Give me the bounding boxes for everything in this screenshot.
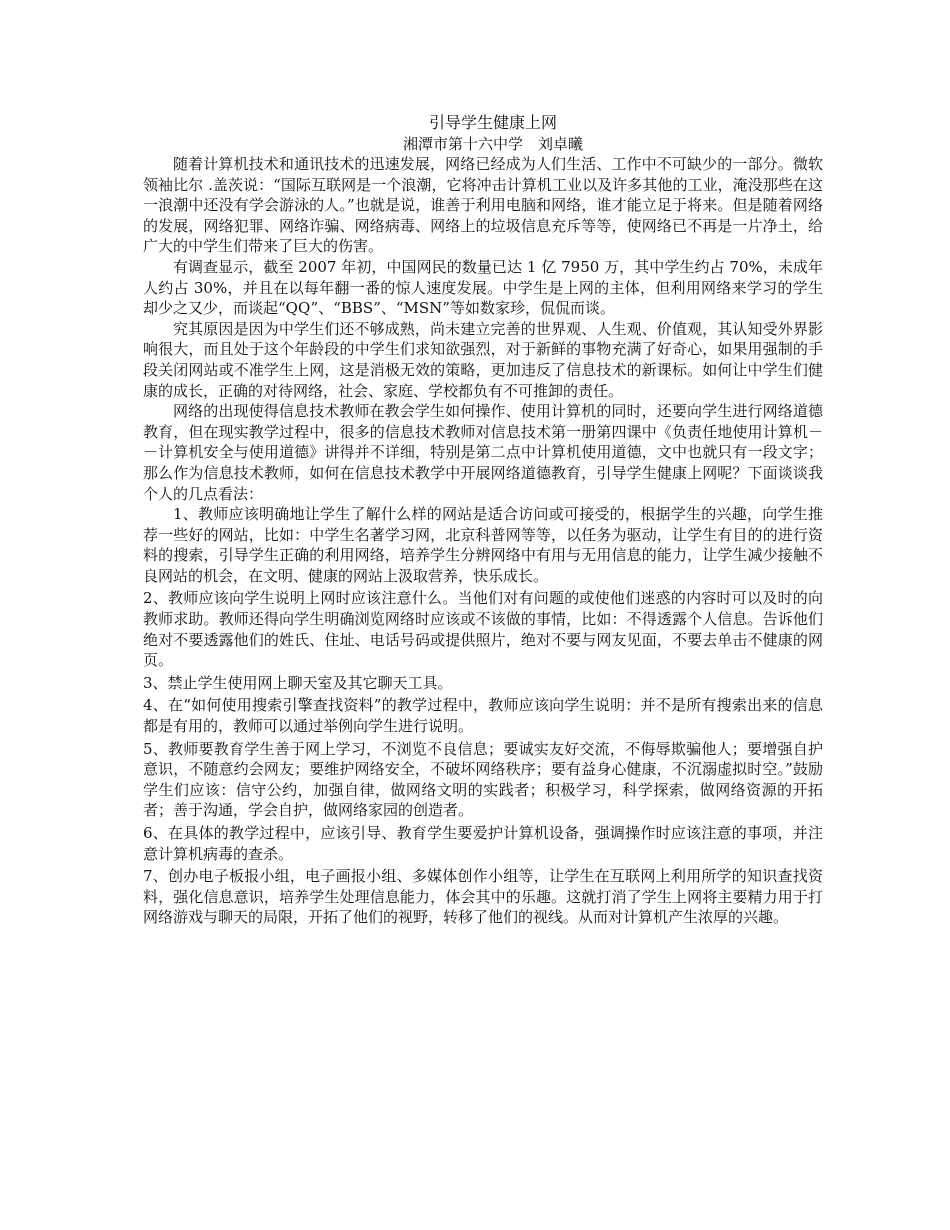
paragraph-teacher-role: 网络的出现使得信息技术教师在教会学生如何操作、使用计算机的同时，还要向学生进行网络道德教育，但在现实教学过程中，很多的信息技术教师对信息技术第一册第四课中《负责任地使用计算机－－计算机安全与使用道德》讲得并不详细，特别是第二点中计算机使用道德，文中也就只有一段文字；那么作为信息技术教师，如何在信息技术教学中开展网络道德教育，引导学生健康上网呢？下面谈谈我个人的几点看法： xyxy=(143,402,823,503)
list-item-2: 2、教师应该向学生说明上网时应该注意什么。当他们对有问题的或使他们迷惑的内容时可以及时的向教师求助。教师还得向学生明确浏览网络时应该或不该做的事情，比如：不得透露个人信息。告诉他们绝对不要透露他们的姓氏、住址、电话号码或提供照片，绝对不要与网友见面，不要去单击不健康的网页。 xyxy=(143,589,823,670)
list-item-6: 6、在具体的教学过程中，应该引导、教育学生要爱护计算机设备，强调操作时应该注意的事项，并注意计算机病毒的查杀。 xyxy=(143,824,823,863)
list-item-7: 7、创办电子板报小组，电子画报小组、多媒体创作小组等，让学生在互联网上利用所学的知识查找资料，强化信息意识，培养学生处理信息能力，体会其中的乐趣。这就打消了学生上网将主要精力用于打网络游戏与聊天的局限，开拓了他们的视野，转移了他们的视线。从而对计算机产生浓厚的兴趣。 xyxy=(143,867,823,927)
paragraph-intro: 随着计算机技术和通讯技术的迅速发展，网络已经成为人们生活、工作中不可缺少的一部分。微软领袖比尔 .盖茨说：“国际互联网是一个浪潮，它将冲击计算机工业以及许多其他的工业，淹没那些在这一浪潮中还没有学会游泳的人。”也就是说，谁善于利用电脑和网络，谁才能立足于将来。但是随着网络的发展，网络犯罪、网络诈骗、网络病毒、网络上的垃圾信息充斥等等，使网络已不再是一片净土，给广大的中学生们带来了巨大的伤害。 xyxy=(143,155,823,256)
list-item-3: 3、禁止学生使用网上聊天室及其它聊天工具。 xyxy=(143,673,453,692)
list-item-1: 1、教师应该明确地让学生了解什么样的网站是适合访问或可接受的，根据学生的兴趣，向学生推荐一些好的网站，比如：中学生名著学习网，北京科普网等等，以任务为驱动，让学生有目的的进行资料的搜索，引导学生正确的利用网络，培养学生分辨网络中有用与无用信息的能力，让学生减少接触不良网站的机会，在文明、健康的网站上汲取营养，快乐成长。 xyxy=(143,505,823,585)
author-line: 湘潭市第十六中学 刘卓曦 xyxy=(402,135,583,153)
document-title: 引导学生健康上网 xyxy=(428,113,557,132)
list-item-4: 4、在“如何使用搜索引擎查找资料”的教学过程中，教师应该向学生说明：并不是所有搜索出来的信息都是有用的，教师可以通过举例向学生进行说明。 xyxy=(143,696,823,736)
paragraph-cause: 究其原因是因为中学生们还不够成熟，尚未建立完善的世界观、人生观、价值观，其认知受外界影响很大，而且处于这个年龄段的中学生们求知欲强烈，对于新鲜的事物充满了好奇心，如果用强制的手段关闭网站或不准学生上网，这是消极无效的策略，更加违反了信息技术的新课标。如何让中学生们健康的成长，正确的对待网络，社会、家庭、学校都负有不可推卸的责任。 xyxy=(143,319,823,400)
paragraph-survey: 有调查显示，截至 2007 年初，中国网民的数量已达 1 亿 7950 万，其中学生约占 70%，未成年人约占 30%，并且在以每年翻一番的惊人速度发展。中学生是上网的主体，但利用网络来学习的学生却少之又少，而谈起“QQ”、“BBS”、“MSN”等如数家珍，侃侃而谈。 xyxy=(143,257,823,318)
document-page xyxy=(143,112,823,928)
list-item-5: 5、教师要教育学生善于网上学习，不浏览不良信息；要诚实友好交流，不侮辱欺骗他人；要增强自护意识，不随意约会网友；要维护网络安全，不破坏网络秩序；要有益身心健康，不沉溺虚拟时空。”鼓励学生们应该：信守公约，加强自律，做网络文明的实践者；积极学习，科学探索，做网络资源的开拓者；善于沟通，学会自护，做网络家园的创造者。 xyxy=(143,739,823,820)
